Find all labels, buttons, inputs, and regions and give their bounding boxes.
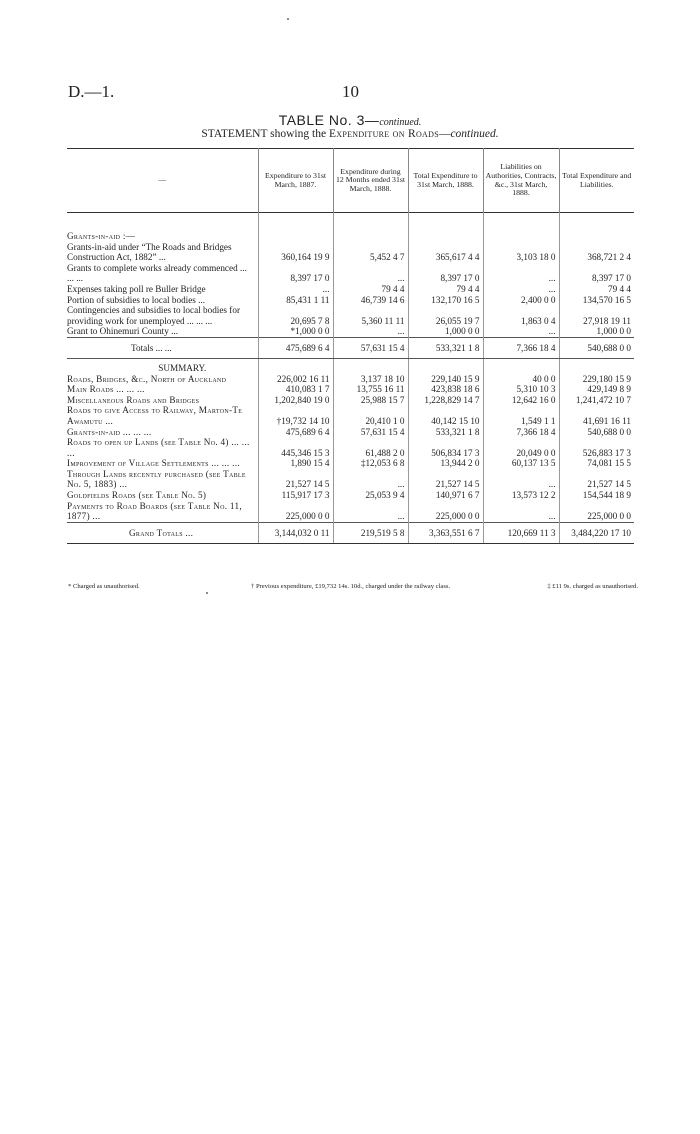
cell-total-exp-1888: 229,140 15 9 [408, 374, 483, 385]
cell-liabilities: 5,310 10 3 [483, 384, 559, 395]
header-exp-12-months: Expenditure during 12 Months ended 31st March, 1888. [333, 149, 408, 213]
cell-liabilities: 3,103 18 0 [483, 242, 559, 263]
table-row [67, 242, 634, 263]
row-label: Grants-in-aid ... ... ... [67, 426, 152, 437]
table-row [67, 427, 634, 438]
cell-exp-12-months: 13,755 16 11 [333, 384, 408, 395]
cell-total-exp-liab: 225,000 0 0 [559, 501, 634, 523]
total-exp-1887: 475,689 6 4 [258, 337, 333, 358]
cell-total-exp-liab: 154,544 18 9 [559, 490, 634, 501]
statement-prefix: STATEMENT showing the [201, 128, 329, 140]
row-label: Through Lands recently purchased (see Table No. 5, 1883) ... [67, 468, 246, 490]
table-row [67, 295, 634, 306]
cell-total-exp-1888: 533,321 1 8 [408, 427, 483, 438]
cell-liabilities: ... [483, 469, 559, 490]
cell-total-exp-1888: 365,617 4 4 [408, 242, 483, 263]
total-exp-12-months: 57,631 15 4 [333, 337, 408, 358]
cell-total-exp-liab: 41,691 16 11 [559, 405, 634, 426]
cell-total-exp-1888: 21,527 14 5 [408, 469, 483, 490]
cell-exp-12-months: 79 4 4 [333, 284, 408, 295]
cell-exp-12-months: 3,137 18 10 [333, 374, 408, 385]
cell-total-exp-liab: 27,918 19 11 [559, 305, 634, 326]
cell-exp-1887: 226,002 16 11 [258, 374, 333, 385]
spacer-row [67, 213, 634, 232]
cell-liabilities: 2,400 0 0 [483, 295, 559, 306]
cell-exp-12-months: 25,988 15 7 [333, 395, 408, 406]
cell-exp-1887: 21,527 14 5 [258, 469, 333, 490]
cell-exp-1887: 410,083 1 7 [258, 384, 333, 395]
cell-exp-1887: *1,000 0 0 [258, 326, 333, 337]
cell-total-exp-liab: 1,000 0 0 [559, 326, 634, 337]
total-liabilities: 7,366 18 4 [483, 337, 559, 358]
print-speck [206, 592, 208, 594]
row-label: Grants-in-aid under “The Roads and Bridges Construction Act, 1882” ... [67, 241, 232, 263]
total-total-exp-liab: 540,688 0 0 [559, 337, 634, 358]
footnote-charged-unauthorised: ‡ £11 9s. charged as unauthorised. [547, 583, 638, 590]
cell-total-exp-liab: 429,149 8 9 [559, 384, 634, 395]
row-label: Roads, Bridges, &c., North of Auckland [67, 373, 227, 384]
row-label: Expenses taking poll re Buller Bridge [67, 283, 206, 294]
page-number: 10 [342, 82, 359, 101]
table-row [67, 490, 634, 501]
header-blank: — [158, 175, 167, 185]
row-label: Improvement of Village Settlements ... ... ... [67, 458, 240, 469]
cell-exp-12-months: ... [333, 263, 408, 284]
cell-total-exp-liab: 8,397 17 0 [559, 263, 634, 284]
table-row [67, 437, 634, 458]
header-total-exp-1888: Total Expenditure to 31st March, 1888. [408, 149, 483, 213]
cell-total-exp-1888: 423,838 18 6 [408, 384, 483, 395]
grand-total-exp-liab: 3,484,220 17 10 [559, 522, 634, 543]
header-total-exp-liab: Total Expenditure and Liabilities. [559, 149, 634, 213]
statement-heading [0, 128, 700, 140]
row-label: Grant to Ohinemuri County ... [67, 326, 179, 337]
row-label: Contingencies and subsidies to local bodies for providing work for unemployed ... ... ... [67, 305, 241, 326]
grand-totals-row [67, 522, 634, 543]
table-row [67, 384, 634, 395]
cell-exp-12-months: ... [333, 469, 408, 490]
cell-exp-1887: †19,732 14 10 [258, 405, 333, 426]
cell-exp-1887: 8,397 17 0 [258, 263, 333, 284]
cell-exp-1887: 115,917 17 3 [258, 490, 333, 501]
cell-total-exp-1888: 132,170 16 5 [408, 295, 483, 306]
cell-total-exp-liab: 21,527 14 5 [559, 469, 634, 490]
footnote-previous-expenditure: † Previous expenditure, £19,732 14s. 10d., charged under the railway class. [251, 583, 451, 590]
table-title [0, 112, 700, 128]
cell-exp-12-months: ‡12,053 6 8 [333, 458, 408, 469]
grand-totals-label: Grand Totals ... [67, 522, 258, 543]
footnote-unauthorised: * Charged as unauthorised. [68, 583, 140, 590]
cell-exp-12-months: 61,488 2 0 [333, 437, 408, 458]
cell-total-exp-1888: 506,834 17 3 [408, 437, 483, 458]
cell-total-exp-1888: 225,000 0 0 [408, 501, 483, 523]
cell-total-exp-liab: 368,721 2 4 [559, 242, 634, 263]
cell-exp-12-months: 25,053 9 4 [333, 490, 408, 501]
table-row [67, 305, 634, 326]
row-label: Portion of subsidies to local bodies ... [67, 294, 206, 305]
grand-liabilities: 120,669 11 3 [483, 522, 559, 543]
cell-liabilities: 13,573 12 2 [483, 490, 559, 501]
row-label: Payments to Road Boards (see Table No. 11, 1877) ... [67, 500, 242, 522]
cell-liabilities: 1,549 1 1 [483, 405, 559, 426]
totals-row [67, 337, 634, 358]
cell-exp-1887: 1,202,840 19 0 [258, 395, 333, 406]
cell-total-exp-liab: 134,570 16 5 [559, 295, 634, 306]
cell-total-exp-1888: 8,397 17 0 [408, 263, 483, 284]
cell-liabilities: 40 0 0 [483, 374, 559, 385]
cell-exp-1887: 445,346 15 3 [258, 437, 333, 458]
total-total-exp-1888: 533,321 1 8 [408, 337, 483, 358]
cell-liabilities: 7,366 18 4 [483, 427, 559, 438]
cell-exp-1887: 20,695 7 8 [258, 305, 333, 326]
cell-exp-12-months: 20,410 1 0 [333, 405, 408, 426]
statement-dash: — [438, 128, 451, 140]
cell-liabilities: 12,642 16 0 [483, 395, 559, 406]
totals-label: Totals ... ... [67, 337, 258, 358]
table-row [67, 458, 634, 469]
cell-exp-1887: ... [258, 284, 333, 295]
cell-liabilities: 60,137 13 5 [483, 458, 559, 469]
cell-exp-12-months: ... [333, 326, 408, 337]
row-label: Miscellaneous Roads and Bridges [67, 394, 200, 405]
cell-total-exp-1888: 13,944 2 0 [408, 458, 483, 469]
expenditure-table [67, 148, 634, 544]
cell-total-exp-1888: 40,142 15 10 [408, 405, 483, 426]
row-label: Grants to complete works already commenced ... ... ... [67, 262, 247, 284]
summary-heading-row [67, 358, 634, 373]
cell-exp-12-months: 5,452 4 7 [333, 242, 408, 263]
cell-exp-12-months: 57,631 15 4 [333, 427, 408, 438]
cell-total-exp-liab: 79 4 4 [559, 284, 634, 295]
cell-total-exp-liab: 74,081 15 5 [559, 458, 634, 469]
cell-liabilities: 20,049 0 0 [483, 437, 559, 458]
cell-total-exp-1888: 140,971 6 7 [408, 490, 483, 501]
print-speck [287, 18, 289, 20]
row-label: Goldfields Roads (see Table No. 5) [67, 490, 207, 501]
cell-total-exp-1888: 1,000 0 0 [408, 326, 483, 337]
cell-total-exp-1888: 26,055 19 7 [408, 305, 483, 326]
cell-total-exp-liab: 526,883 17 3 [559, 437, 634, 458]
cell-total-exp-liab: 1,241,472 10 7 [559, 395, 634, 406]
table-row [67, 469, 634, 490]
grand-exp-12-months: 219,519 5 8 [333, 522, 408, 543]
grants-heading: Grants-in-aid :— [67, 231, 136, 241]
header-liabilities: Liabilities on Authorities, Contracts, &c., 31st March, 1888. [483, 149, 559, 213]
cell-total-exp-liab: 540,688 0 0 [559, 427, 634, 438]
row-label: Main Roads ... ... ... [67, 384, 145, 395]
table-row [67, 405, 634, 426]
table-row [67, 374, 634, 385]
table-row [67, 395, 634, 406]
section-heading-row [67, 231, 634, 242]
document-code: D.—1. [68, 82, 115, 101]
cell-exp-1887: 85,431 1 11 [258, 295, 333, 306]
table-row [67, 326, 634, 337]
cell-exp-1887: 225,000 0 0 [258, 501, 333, 523]
cell-exp-12-months: ... [333, 501, 408, 523]
cell-exp-1887: 1,890 15 4 [258, 458, 333, 469]
cell-exp-12-months: 5,360 11 11 [333, 305, 408, 326]
cell-total-exp-liab: 229,180 15 9 [559, 374, 634, 385]
statement-subject: Expenditure on Roads [328, 128, 439, 140]
cell-total-exp-1888: 1,228,829 14 7 [408, 395, 483, 406]
row-label: Roads to open up Lands (see Table No. 4) ... ... ... [67, 437, 250, 458]
cell-liabilities: ... [483, 263, 559, 284]
cell-liabilities: ... [483, 284, 559, 295]
header-exp-1887: Expenditure to 31st March, 1887. [258, 149, 333, 213]
table-row [67, 284, 634, 295]
cell-exp-1887: 475,689 6 4 [258, 427, 333, 438]
grand-total-exp-1888: 3,363,551 6 7 [408, 522, 483, 543]
cell-liabilities: ... [483, 326, 559, 337]
table-row [67, 263, 634, 284]
column-header-row [67, 149, 634, 213]
cell-liabilities: 1,863 0 4 [483, 305, 559, 326]
cell-liabilities: ... [483, 501, 559, 523]
table-title-main: TABLE No. 3— [278, 112, 380, 128]
row-label: Roads to give Access to Railway, Marton-Te Awamutu ... [67, 405, 243, 426]
grand-exp-1887: 3,144,032 0 11 [258, 522, 333, 543]
summary-heading: SUMMARY. [158, 362, 207, 373]
cell-exp-12-months: 46,739 14 6 [333, 295, 408, 306]
cell-total-exp-1888: 79 4 4 [408, 284, 483, 295]
statement-suffix: continued. [450, 128, 499, 140]
cell-exp-1887: 360,164 19 9 [258, 242, 333, 263]
table-row [67, 501, 634, 523]
table-title-suffix: continued. [379, 117, 422, 128]
